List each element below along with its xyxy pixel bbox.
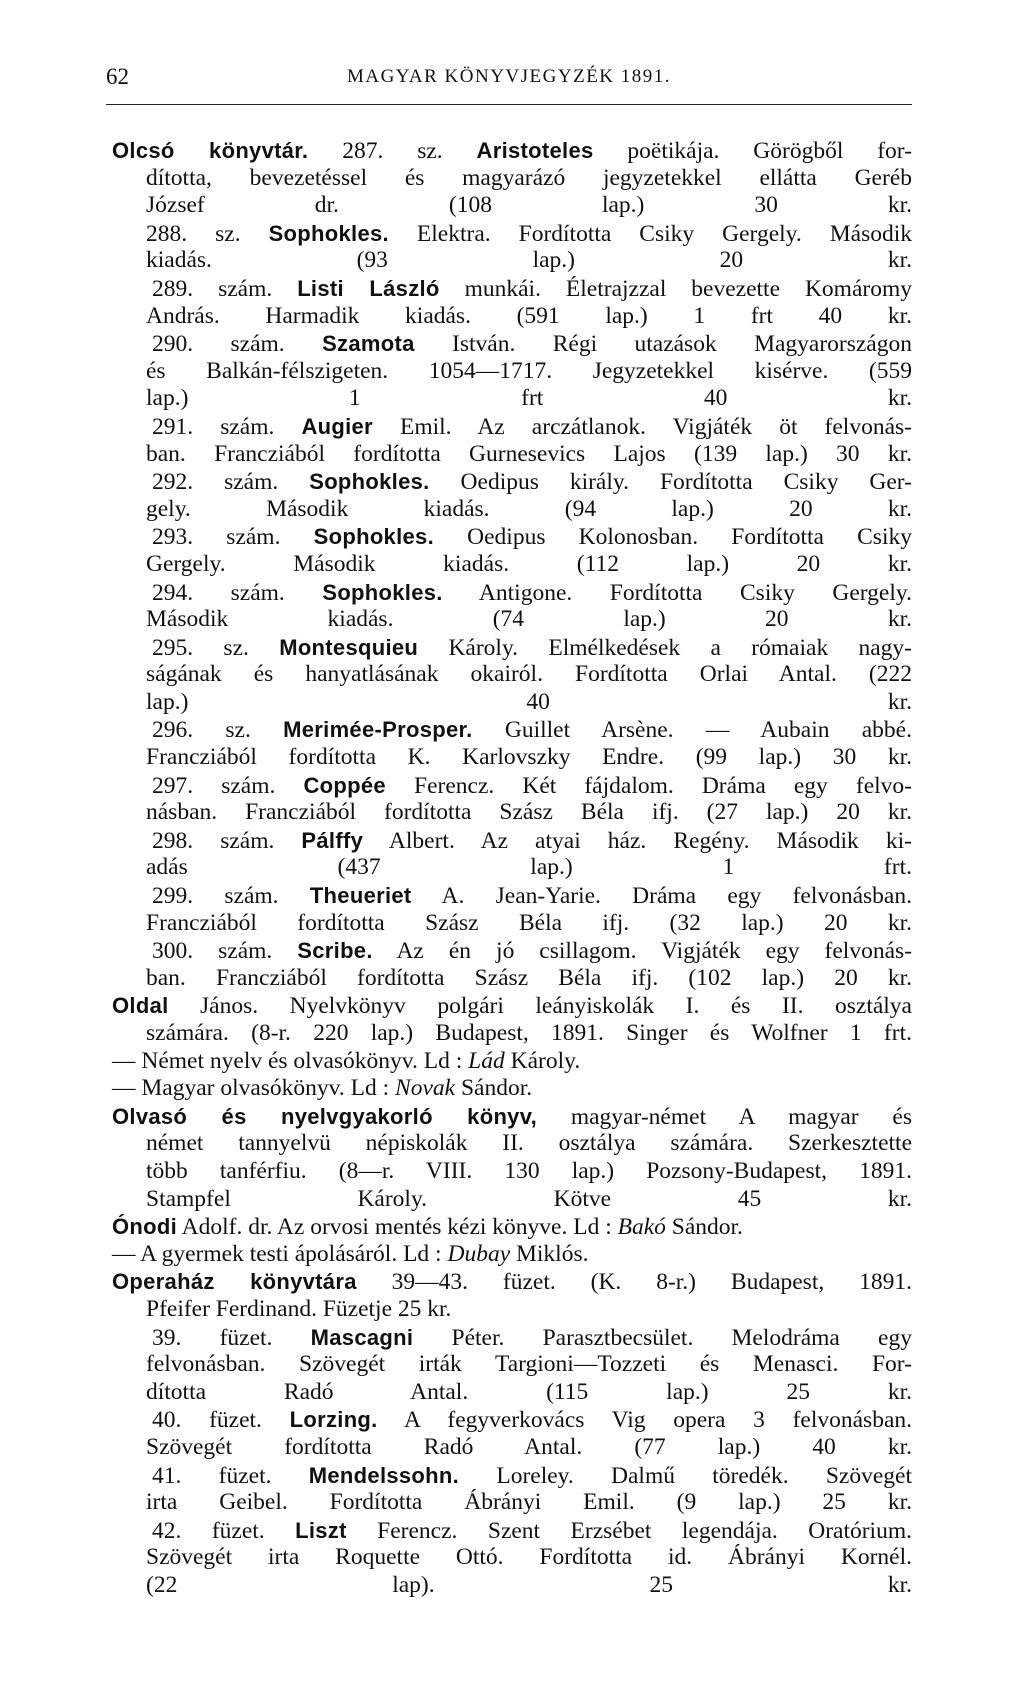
text-line: [112, 468, 912, 496]
reference-name: Lád: [468, 1047, 505, 1074]
text-line: [112, 1351, 912, 1379]
line-text: Károly. Elmélkedések a rómaiak nagy-: [418, 634, 912, 661]
text-line: [112, 1130, 912, 1158]
entry-heading: Liszt: [295, 1517, 347, 1543]
text-line: [112, 1462, 912, 1490]
entry-heading: Augier: [301, 413, 373, 439]
line-text: Ferencz. Két fájdalom. Dráma egy felvo-: [385, 772, 912, 799]
text-line: [112, 137, 912, 165]
line-text: Oedipus király. Fordította Csiky Ger-: [429, 469, 912, 496]
line-text: Sándor.: [665, 1214, 743, 1241]
text-line: [112, 965, 912, 993]
text-line: [112, 799, 912, 827]
text-line: [112, 192, 912, 220]
text-line: [112, 1103, 912, 1131]
entry-heading: Mendelssohn.: [308, 1462, 460, 1488]
line-text: József dr. (108 lap.) 30 kr.: [146, 192, 912, 219]
line-text: adás (437 lap.) 1 frt.: [146, 854, 912, 881]
text-line: [112, 910, 912, 938]
line-text: 39—43. füzet. (K. 8-r.) Budapest, 1891.: [356, 1269, 912, 1296]
entry-heading: Merimée-Prosper.: [283, 717, 473, 743]
line-text: Az én jó csillagom. Vigjáték egy felvonás-: [372, 938, 912, 965]
line-text: — Magyar olvasókönyv. Ld :: [112, 1075, 396, 1102]
text-line: [112, 275, 912, 303]
entry-heading: Coppée: [303, 772, 386, 798]
line-text: 298. szám.: [152, 827, 302, 854]
text-line: [112, 1324, 912, 1352]
text-line: [112, 358, 912, 386]
text-line: [112, 1268, 912, 1296]
text-line: [112, 1572, 912, 1600]
entry-heading: Aristoteles: [476, 138, 594, 163]
line-text: Loreley. Dalmű töredék. Szövegét: [459, 1462, 913, 1489]
text-line: [112, 165, 912, 193]
line-text: lap.) 40 kr.: [146, 688, 912, 715]
entry-heading: Lorzing.: [289, 1407, 378, 1433]
line-text: 297. szám.: [152, 772, 304, 799]
line-text: Adolf. dr. Az orvosi mentés kézi könyve. Ld :: [177, 1214, 618, 1241]
text-line: [112, 579, 912, 607]
text-line: [112, 744, 912, 772]
text-line: [112, 1517, 912, 1545]
text-line: [112, 937, 912, 965]
line-text: Emil. Az arczátlanok. Vigjáték öt felvonás-: [372, 413, 912, 440]
line-text: Francziából fordította Szász Béla ifj. (32 lap.) 20 kr.: [146, 909, 912, 936]
text-line: [112, 1186, 912, 1214]
entry-heading: Ónodi: [112, 1214, 178, 1240]
line-text: Antigone. Fordította Csiky Gergely.: [442, 579, 912, 606]
line-text: 288. sz.: [146, 220, 269, 247]
line-text: 293. szám.: [152, 524, 314, 551]
line-text: kiadás. (93 lap.) 20 kr.: [146, 247, 912, 274]
text-line: [112, 330, 912, 358]
text-line: [112, 827, 912, 855]
line-text: A. Jean-Yarie. Dráma egy felvonásban.: [411, 883, 912, 910]
text-line: [112, 854, 912, 882]
entry-heading: Sophokles.: [309, 469, 430, 495]
text-line: [112, 1048, 912, 1076]
line-text: munkái. Életrajzzal bevezette Komáromy: [439, 275, 912, 302]
entry-heading: Olcsó könyvtár.: [112, 138, 309, 163]
text-line: [112, 689, 912, 717]
text-line: [112, 303, 912, 331]
line-text: ban. Francziából fordította Szász Béla ifj. (102 lap.) 20 kr.: [146, 964, 912, 991]
line-text: (22 lap). 25 kr.: [146, 1571, 912, 1598]
line-text: lap.) 1 frt 40 kr.: [146, 385, 912, 412]
line-text: János. Nyelvkönyv polgári leányiskolák I. és II. osztálya: [168, 993, 912, 1020]
entry-heading: Montesquieu: [279, 634, 419, 660]
line-text: 40. füzet.: [152, 1407, 290, 1434]
text-line: [112, 1434, 912, 1462]
text-line: [112, 247, 912, 275]
line-text: 299. szám.: [152, 883, 310, 910]
catalog-entries: [112, 137, 912, 1599]
line-text: István. Régi utazások Magyarországon: [414, 331, 912, 358]
line-text: Miklós.: [510, 1240, 589, 1267]
line-text: Károly.: [504, 1047, 581, 1074]
line-text: felvonásban. Szövegét irták Targioni—Tozzeti és Menasci. For-: [146, 1351, 912, 1378]
line-text: Második kiadás. (74 lap.) 20 kr.: [146, 606, 912, 633]
line-text: Szövegét fordította Radó Antal. (77 lap.) 40 kr.: [146, 1433, 912, 1460]
line-text: poëtikája. Görögből for-: [593, 138, 912, 164]
text-line: [112, 606, 912, 634]
text-line: [112, 772, 912, 800]
text-line: [112, 496, 912, 524]
line-text: 289. szám.: [152, 275, 298, 302]
line-text: és Balkán-félszigeten. 1054—1717. Jegyzetekkel kisérve. (559: [146, 357, 912, 384]
line-text: 300. szám.: [152, 938, 298, 965]
line-text: 296. sz.: [152, 717, 284, 744]
line-text: Gergely. Második kiadás. (112 lap.) 20 kr.: [146, 550, 912, 577]
line-text: német tannyelvü népiskolák II. osztálya számára. Szerkesztette: [146, 1130, 912, 1157]
entry-heading: Sophokles.: [313, 524, 434, 550]
entry-heading: Mascagni: [310, 1324, 414, 1350]
text-line: [112, 992, 912, 1020]
text-line: [112, 882, 912, 910]
line-text: 295. sz.: [152, 634, 280, 661]
line-text: András. Harmadik kiadás. (591 lap.) 1 frt 40 kr.: [146, 302, 912, 329]
line-text: 290. szám.: [152, 331, 323, 358]
line-text: ban. Francziából fordította Gurnesevics Lajos (139 lap.) 30 kr.: [146, 440, 912, 467]
text-line: [112, 634, 912, 662]
entry-heading: Sophokles.: [322, 579, 443, 605]
text-line: [112, 1489, 912, 1517]
line-text: Francziából fordította K. Karlovszky Endre. (99 lap.) 30 kr.: [146, 744, 912, 771]
line-text: 42. füzet.: [152, 1517, 296, 1544]
text-line: [112, 385, 912, 413]
line-text: Pfeifer Ferdinand. Füzetje 25 kr.: [146, 1295, 452, 1322]
text-line: [112, 1406, 912, 1434]
line-text: magyar-német A magyar és: [537, 1103, 912, 1130]
line-text: számára. (8-r. 220 lap.) Budapest, 1891. Singer és Wolfner 1 frt.: [146, 1020, 912, 1046]
text-line: [112, 1544, 912, 1572]
text-line: [112, 716, 912, 744]
reference-name: Novak: [395, 1075, 456, 1102]
line-text: 39. füzet.: [152, 1324, 311, 1351]
line-text: — Német nyelv és olvasókönyv. Ld :: [112, 1047, 469, 1074]
entry-heading: Pálffy: [301, 827, 364, 853]
text-line: [112, 1379, 912, 1407]
text-line: [112, 1158, 912, 1186]
entry-heading: Theueriet: [309, 883, 412, 909]
line-text: több tanférfiu. (8—r. VIII. 130 lap.) Pozsony-Budapest, 1891.: [146, 1157, 912, 1184]
line-text: Sándor.: [455, 1075, 533, 1102]
line-text: Guillet Arsène. — Aubain abbé.: [472, 717, 912, 744]
line-text: Stampfel Károly. Kötve 45 kr.: [146, 1185, 912, 1212]
line-text: 294. szám.: [152, 579, 323, 606]
page-number: 62: [106, 64, 129, 89]
text-line: [112, 1075, 912, 1103]
text-line: [112, 661, 912, 689]
line-text: 287. sz.: [308, 138, 477, 164]
line-text: Elektra. Fordította Csiky Gergely. Második: [388, 220, 912, 247]
line-text: Péter. Parasztbecsület. Melodráma egy: [413, 1324, 912, 1351]
text-line: [112, 1296, 912, 1324]
line-text: Ferencz. Szent Erzsébet legendája. Oratórium.: [346, 1517, 912, 1544]
line-text: Szövegét irta Roquette Ottó. Fordította id. Ábrányi Kornél.: [146, 1544, 912, 1571]
line-text: 41. füzet.: [152, 1462, 309, 1489]
header-rule: [106, 104, 912, 105]
line-text: ságának és hanyatlásának okairól. Fordította Orlai Antal. (222: [146, 661, 912, 688]
reference-name: Bakó: [617, 1214, 666, 1241]
line-text: 292. szám.: [152, 469, 310, 496]
line-text: Oedipus Kolonosban. Fordította Csiky: [433, 524, 912, 551]
line-text: dította, bevezetéssel és magyarázó jegyzetekkel ellátta Geréb: [146, 164, 912, 191]
text-line: [112, 1213, 912, 1241]
entry-heading: Operaház könyvtára: [112, 1269, 357, 1295]
text-line: [112, 1020, 912, 1048]
entry-heading: Scribe.: [297, 938, 373, 964]
reference-name: Dubay: [447, 1240, 511, 1267]
entry-heading: Szamota: [322, 331, 415, 357]
entry-heading: Listi László: [297, 275, 440, 301]
entry-heading: Sophokles.: [268, 220, 389, 246]
text-line: [112, 523, 912, 551]
entry-heading: Oldal: [112, 993, 169, 1019]
line-text: gely. Második kiadás. (94 lap.) 20 kr.: [146, 495, 912, 522]
line-text: Albert. Az atyai ház. Regény. Második ki-: [363, 827, 912, 854]
line-text: násban. Francziából fordította Szász Béla ifj. (27 lap.) 20 kr.: [146, 799, 912, 826]
running-header: [106, 64, 912, 94]
line-text: irta Geibel. Fordította Ábrányi Emil. (9 lap.) 25 kr.: [146, 1489, 912, 1516]
text-line: [112, 441, 912, 469]
text-line: [112, 413, 912, 441]
text-line: [112, 551, 912, 579]
text-line: [112, 220, 912, 248]
line-text: 291. szám.: [152, 413, 302, 440]
running-title: MAGYAR KÖNYVJEGYZÉK 1891.: [346, 66, 672, 87]
line-text: dította Radó Antal. (115 lap.) 25 kr.: [146, 1378, 912, 1405]
line-text: — A gyermek testi ápolásáról. Ld :: [112, 1240, 448, 1267]
text-line: [112, 1241, 912, 1269]
entry-heading: Olvasó és nyelvgyakorló könyv,: [112, 1103, 538, 1129]
line-text: A fegyverkovács Vig opera 3 felvonásban.: [377, 1407, 912, 1434]
